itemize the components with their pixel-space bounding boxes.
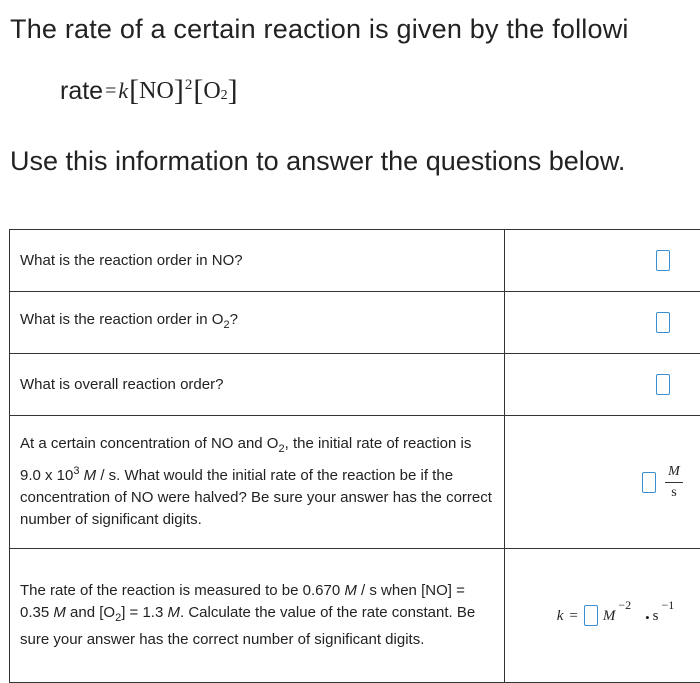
bracket-open-no: [ [129, 74, 139, 108]
question-row-5 [10, 549, 700, 683]
subscript-o2: 2 [221, 88, 228, 104]
k-symbol: k [557, 605, 564, 627]
species-o: O [203, 78, 220, 105]
questions-table [9, 229, 700, 683]
bracket-close-o2: ] [228, 74, 238, 108]
k-unit-molarity: M [603, 605, 616, 627]
question-row-2 [10, 292, 700, 354]
question-row-1 [10, 230, 700, 292]
question-overall-order: What is overall reaction order? [10, 354, 505, 416]
rate-equals: = [105, 80, 116, 103]
question-halved-rate: At a certain concentration of NO and $O_2$, the initial rate of reaction is 9.0 x $10^3$ M / s. What would the initial rate of the reaction be if the concentration of NO were halved? Be sure your answer has the correct number of significant digits. [10, 416, 505, 549]
answer-input-rate-constant[interactable] [584, 605, 598, 626]
k-unit-seconds-exponent: −1 [662, 594, 675, 616]
answer-input-overall-order[interactable] [656, 374, 670, 395]
rate-unit-numerator: M [665, 464, 683, 483]
question-order-no: What is the reaction order in NO? [10, 230, 505, 292]
answer-input-halved-rate[interactable] [642, 472, 656, 493]
rate-law-equation [60, 74, 238, 108]
halved-rate-answer [642, 464, 683, 501]
question-rate-constant: The rate of the reaction is measured to be 0.670 M / s when [NO] = 0.35 M and $[O_2] = 1.3$ M. Calculate the value of the rate constant. Be sure your answer has the correct number of significant digits. [10, 549, 505, 683]
answer-cell-1 [505, 230, 700, 292]
answer-input-order-o2[interactable] [656, 312, 670, 333]
rate-unit-fraction [665, 464, 683, 501]
k-unit-seconds: s [653, 605, 659, 627]
intro-text: The rate of a certain reaction is given by the followi [10, 14, 629, 45]
question-row-3 [10, 354, 700, 416]
instruction-text: Use this information to answer the questions below. [10, 146, 625, 177]
bracket-close-no: ] [174, 74, 184, 108]
question-order-o2: What is the reaction order in $O_2$? [10, 292, 505, 354]
rate-unit-denominator: s [671, 483, 676, 501]
rate-constant-expression [557, 605, 675, 627]
answer-cell-5 [505, 549, 700, 683]
answer-cell-4 [505, 416, 700, 549]
exponent-no: 2 [185, 77, 193, 94]
rate-constant-symbol: k [118, 78, 128, 104]
species-no: NO [139, 78, 174, 105]
k-unit-dot: • [645, 607, 650, 629]
rate-word: rate [60, 77, 103, 106]
bracket-open-o2: [ [193, 74, 203, 108]
answer-cell-3 [505, 354, 700, 416]
k-unit-molarity-exponent: −2 [618, 594, 631, 616]
answer-cell-2 [505, 292, 700, 354]
question-row-4 [10, 416, 700, 549]
answer-input-order-no[interactable] [656, 250, 670, 271]
k-equals: = [569, 605, 577, 627]
